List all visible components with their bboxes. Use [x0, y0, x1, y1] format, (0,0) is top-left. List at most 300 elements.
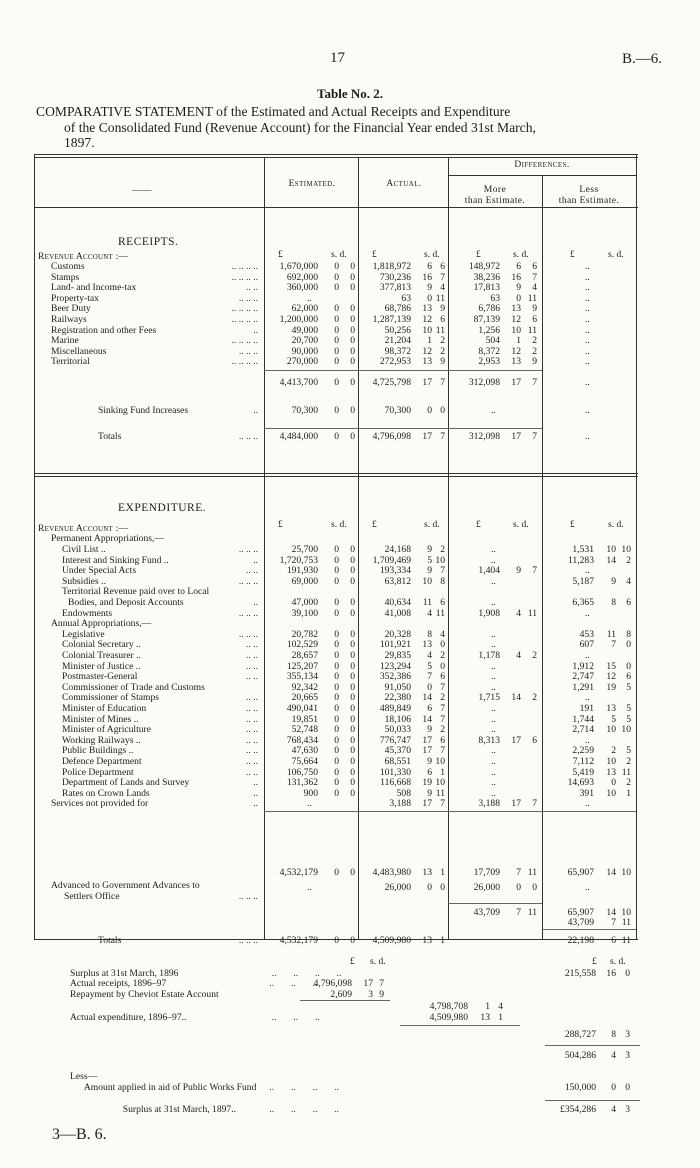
- pounds-more: 312,098: [468, 377, 500, 388]
- pounds-est: 768,434: [286, 734, 318, 746]
- pence-est: 0: [350, 554, 355, 566]
- shillings-est: 0: [334, 867, 339, 878]
- pence-less: 10: [621, 544, 631, 555]
- shillings-less: 2: [611, 745, 616, 757]
- pounds-est: 20,665: [291, 692, 318, 704]
- pounds-act: 63,812: [384, 575, 411, 587]
- shillings-act: 6: [427, 261, 432, 272]
- summary-label: Less—: [70, 1071, 98, 1082]
- sd-header: s. d.: [331, 250, 347, 260]
- placeholder-less: ..: [585, 734, 590, 746]
- pounds-est: 131,362: [286, 777, 318, 789]
- shillings-less: 13: [606, 703, 616, 714]
- row-label: Commissioner of Stamps: [62, 692, 160, 704]
- summary-shillings: 3: [368, 989, 373, 1000]
- pounds-act: 45,370: [384, 745, 411, 757]
- pounds-less: 453: [579, 628, 594, 640]
- pounds-act: 91,050: [384, 681, 411, 693]
- receipts-bottom-rule: [34, 473, 638, 474]
- summary-sd: s. d.: [370, 957, 386, 967]
- pence-more: 2: [532, 692, 537, 704]
- pence-less: 0: [626, 639, 631, 651]
- table-top-rule: [34, 154, 638, 155]
- pence-act: 7: [440, 713, 445, 725]
- shillings-more: 7: [516, 867, 521, 878]
- pence-est: 0: [350, 787, 355, 799]
- shillings-act: 5: [427, 554, 432, 566]
- shillings-act: 0: [427, 681, 432, 693]
- pounds-less: 1,744: [572, 713, 594, 725]
- pence-act: 7: [440, 703, 445, 714]
- more-line-2: than Estimate.: [464, 195, 526, 206]
- pounds-more: 1,404: [478, 565, 500, 577]
- pounds-est: 125,207: [286, 660, 318, 672]
- shillings-est: 0: [334, 405, 339, 416]
- pence-more: 6: [532, 734, 537, 746]
- shillings-act: 13: [422, 867, 432, 878]
- shillings-est: 0: [334, 575, 339, 587]
- pounds-est: 19,851: [291, 713, 318, 725]
- row-label: Defence Department: [62, 756, 142, 767]
- placeholder-less: ..: [585, 356, 590, 368]
- receipts-subtotal-rule: [264, 370, 448, 371]
- pence-act: 2: [440, 335, 445, 347]
- summary-label: Surplus at 31st March, 1896: [70, 968, 179, 979]
- pence-est: 0: [350, 544, 355, 555]
- pence-more: 11: [527, 907, 537, 918]
- shillings-more: 6: [516, 261, 521, 272]
- shillings-less: 14: [606, 867, 616, 878]
- pounds-more: 26,000: [473, 882, 500, 893]
- placeholder-less: ..: [585, 565, 590, 577]
- placeholder-more: ..: [491, 724, 496, 736]
- shillings-act: 6: [427, 703, 432, 714]
- row-label: Minister of Justice ..: [62, 660, 141, 672]
- placeholder-more: ..: [491, 639, 496, 651]
- pounds-act: 508: [396, 787, 411, 799]
- row-label: Registration and other Fees: [51, 324, 157, 336]
- pounds-act: 3,188: [389, 798, 411, 810]
- pence-less: 5: [626, 681, 631, 693]
- row-label: Marine: [51, 335, 79, 347]
- pence-act: 6: [440, 261, 445, 272]
- shillings-est: 0: [334, 628, 339, 640]
- pounds-act: 40,634: [384, 597, 411, 608]
- pence-more: 9: [532, 303, 537, 315]
- document-reference: B.—6.: [622, 51, 663, 67]
- leader-dots: .. .. ..: [238, 431, 258, 442]
- leader-dots: .. ..: [246, 282, 258, 294]
- pounds-est: 270,000: [286, 356, 318, 368]
- pence-more: 7: [532, 565, 537, 577]
- statement-heading: [36, 104, 676, 151]
- pounds-est: 355,134: [286, 671, 318, 683]
- leader-dots: .. .. ..: [238, 345, 258, 357]
- pounds-less: 6,365: [572, 597, 594, 608]
- row-label: Property-tax: [51, 292, 99, 304]
- row-label: Under Special Acts: [62, 565, 137, 577]
- placeholder-less: ..: [585, 292, 590, 304]
- pounds-less: 607: [579, 639, 594, 651]
- pounds-est: 75,664: [291, 756, 318, 767]
- summary-rule-c3b: [545, 1100, 640, 1101]
- pence-act: 7: [440, 271, 445, 283]
- pounds-act: 116,668: [380, 777, 411, 789]
- pounds-more: 312,098: [468, 431, 500, 442]
- pounds-est: 47,630: [291, 745, 318, 757]
- placeholder-less: ..: [585, 377, 590, 388]
- shillings-est: 0: [334, 766, 339, 778]
- shillings-more: 12: [511, 314, 521, 325]
- pence-more: 7: [532, 271, 537, 283]
- leader-dots: ..: [253, 324, 258, 336]
- leader-dots: ..: [253, 798, 258, 810]
- leader-dots: .. .. ..: [238, 544, 258, 555]
- pence-act: 0: [440, 882, 445, 893]
- row-label: Totals: [98, 935, 122, 946]
- shillings-est: 0: [334, 345, 339, 357]
- pounds-act: 63: [401, 292, 411, 304]
- pence-more: 11: [527, 607, 537, 619]
- shillings-less: 19: [606, 681, 616, 693]
- pounds-act: 4,725,798: [372, 377, 411, 388]
- pounds-est: 28,657: [291, 650, 318, 661]
- pounds-est: 191,930: [286, 565, 318, 577]
- leader-dots: .. ..: [246, 660, 258, 672]
- pounds-more: 1,908: [478, 607, 500, 619]
- placeholder-more: ..: [491, 671, 496, 683]
- leader-dots: .. .. ..: [255, 978, 318, 989]
- pence-act: 6: [440, 734, 445, 746]
- pounds-est: 1,720,753: [279, 554, 318, 566]
- leader-dots: .. .. .. ..: [255, 968, 342, 979]
- row-label: Public Buildings ..: [62, 745, 134, 757]
- shillings-more: 4: [516, 650, 521, 661]
- shillings-act: 0: [427, 882, 432, 893]
- pence-act: 7: [440, 431, 445, 442]
- pence-est: 0: [350, 575, 355, 587]
- pounds-est: 47,000: [291, 597, 318, 608]
- pence-act: 7: [440, 565, 445, 577]
- sd-header: s. d.: [513, 250, 529, 260]
- pounds-less: 391: [579, 787, 594, 799]
- summary-currency-2: £: [592, 957, 597, 967]
- shillings-less: 15: [606, 660, 616, 672]
- shillings-act: 19: [422, 777, 432, 789]
- pence-more: 7: [532, 798, 537, 810]
- column-rule-more: [448, 175, 449, 940]
- estimated-column-header: Estimated.: [288, 179, 336, 189]
- pounds-est: 4,532,179: [279, 867, 318, 878]
- row-label: Land- and Income-tax: [51, 282, 137, 294]
- pounds-est: 4,484,000: [279, 431, 318, 442]
- placeholder-less: ..: [585, 271, 590, 283]
- pence-act: 8: [440, 575, 445, 587]
- shillings-act: 6: [427, 766, 432, 778]
- pence-more: 2: [532, 335, 537, 347]
- pounds-more: 8,372: [478, 345, 500, 357]
- pounds-more: 2,953: [478, 356, 500, 368]
- placeholder-more: ..: [491, 713, 496, 725]
- shillings-act: 9: [427, 282, 432, 294]
- receipts-bottom-rule-double: [34, 476, 638, 477]
- summary-rule-c1: [300, 1000, 390, 1001]
- shillings-more: 17: [511, 734, 521, 746]
- receipts-totals-rule: [264, 428, 448, 429]
- shillings-less: 10: [606, 756, 616, 767]
- summary-label: Amount applied in aid of Public Works Fund: [70, 1082, 257, 1093]
- placeholder-est: ..: [307, 292, 312, 304]
- shillings-est: 0: [334, 671, 339, 683]
- pounds-est: 4,413,700: [279, 377, 318, 388]
- leader-dots: .. .. .. ..: [231, 335, 258, 347]
- pence-act: 2: [440, 345, 445, 357]
- shillings-act: 14: [422, 692, 432, 704]
- pounds-act: 21,204: [384, 335, 411, 347]
- leader-dots: .. ..: [246, 745, 258, 757]
- summary-shillings: 8: [611, 1029, 616, 1040]
- pounds-less: 1,912: [572, 660, 594, 672]
- shillings-more: 17: [511, 798, 521, 810]
- pounds-less: 2,747: [572, 671, 594, 683]
- pence-est: 0: [350, 766, 355, 778]
- summary-currency: £: [350, 957, 355, 967]
- leader-dots: .. .. .. ..: [231, 261, 258, 272]
- pence-act: 1: [440, 867, 445, 878]
- pounds-act: 22,380: [384, 692, 411, 704]
- shillings-est: 0: [334, 335, 339, 347]
- shillings-more: 14: [511, 692, 521, 704]
- summary-pence: 9: [379, 989, 384, 1000]
- shillings-est: 0: [334, 660, 339, 672]
- shillings-more: 17: [511, 431, 521, 442]
- placeholder-more: ..: [491, 628, 496, 640]
- pounds-less: 43,709: [567, 917, 594, 928]
- pence-act: 4: [440, 628, 445, 640]
- row-label: Minister of Mines ..: [62, 713, 139, 725]
- pounds-act: 489,849: [379, 703, 411, 714]
- shillings-act: 9: [427, 724, 432, 736]
- shillings-act: 9: [427, 544, 432, 555]
- placeholder-less: ..: [585, 282, 590, 294]
- sd-header: s. d.: [608, 250, 624, 260]
- row-label: Colonial Secretary ..: [62, 639, 141, 651]
- summary-shillings: 4: [611, 1104, 616, 1115]
- pence-act: 11: [435, 292, 445, 304]
- leader-dots: ..: [253, 597, 258, 608]
- summary-rule-c2: [400, 1025, 520, 1026]
- leader-dots: .. .. ..: [238, 628, 258, 640]
- shillings-est: 0: [334, 377, 339, 388]
- row-label: Police Department: [62, 766, 134, 778]
- pounds-act: 123,294: [379, 660, 411, 672]
- leader-dots: .. ..: [246, 639, 258, 651]
- pence-less: 11: [621, 935, 631, 946]
- shillings-act: 13: [422, 935, 432, 946]
- pounds-more: 148,972: [468, 261, 500, 272]
- pence-less: 0: [626, 660, 631, 672]
- shillings-less: 12: [606, 671, 616, 683]
- pounds-est: 52,748: [291, 724, 318, 736]
- shillings-less: 10: [606, 724, 616, 736]
- placeholder-more: ..: [491, 544, 496, 555]
- row-label: Postmaster-General: [62, 671, 138, 683]
- pence-more: 7: [532, 431, 537, 442]
- pence-less: 6: [626, 671, 631, 683]
- currency-symbol: £: [570, 250, 575, 260]
- pounds-act: 24,168: [384, 544, 411, 555]
- pounds-less: 191: [579, 703, 594, 714]
- shillings-est: 0: [334, 724, 339, 736]
- row-label: Civil List ..: [62, 544, 106, 555]
- sd-header: s. d.: [608, 520, 624, 530]
- pounds-more: 17,813: [473, 282, 500, 294]
- shillings-less: 11: [606, 628, 616, 640]
- shillings-est: 0: [334, 650, 339, 661]
- currency-symbol: £: [372, 520, 377, 530]
- leader-dots: .. .. .. ..: [255, 1082, 339, 1093]
- pence-est: 0: [350, 713, 355, 725]
- table-top-rule-double: [34, 157, 638, 158]
- shillings-est: 0: [334, 314, 339, 325]
- shillings-act: 0: [427, 292, 432, 304]
- sd-header: s. d.: [331, 520, 347, 530]
- shillings-less: 13: [606, 766, 616, 778]
- placeholder-more: ..: [491, 660, 496, 672]
- column-rule-less: [542, 175, 543, 940]
- summary-pence: 1: [498, 1012, 503, 1023]
- shillings-more: 9: [516, 565, 521, 577]
- leader-dots: .. .. ..: [238, 575, 258, 587]
- pence-est: 0: [350, 324, 355, 336]
- pence-est: 0: [350, 565, 355, 577]
- shillings-est: 0: [334, 713, 339, 725]
- leader-dots: .. ..: [246, 565, 258, 577]
- row-label: Services not provided for: [51, 798, 149, 810]
- pence-less: 5: [626, 713, 631, 725]
- table-right-rule: [636, 154, 637, 940]
- leader-dots: .. .. ..: [255, 1012, 320, 1023]
- pence-est: 0: [350, 756, 355, 767]
- shillings-less: 7: [611, 639, 616, 651]
- leader-dots: .. .. ..: [238, 891, 258, 902]
- row-label: Totals: [98, 431, 122, 442]
- leader-dots: .. .. .. ..: [231, 314, 258, 325]
- receipts-heading: RECEIPTS.: [118, 236, 179, 248]
- row-label: Subsidies ..: [62, 575, 106, 587]
- shillings-less: 10: [606, 787, 616, 799]
- row-label: Commissioner of Trade and Customs: [62, 681, 205, 693]
- pounds-more: 63: [490, 292, 500, 304]
- pounds-less: 2,259: [572, 745, 594, 757]
- summary-label: Surplus at 31st March, 1897..: [70, 1104, 237, 1115]
- placeholder-more: ..: [491, 597, 496, 608]
- summary-pounds: 4,796,098: [313, 978, 352, 989]
- currency-symbol: £: [278, 250, 283, 260]
- pounds-less: 2,714: [572, 724, 594, 736]
- leader-dots: ..: [253, 787, 258, 799]
- pence-act: 6: [440, 314, 445, 325]
- pounds-est: 39,100: [291, 607, 318, 619]
- shillings-act: 8: [427, 628, 432, 640]
- shillings-more: 9: [516, 282, 521, 294]
- pence-est: 0: [350, 703, 355, 714]
- summary-pounds: 150,000: [564, 1082, 596, 1093]
- row-label: Territorial Revenue paid over to Local: [62, 586, 210, 598]
- summary-shillings: 0: [611, 1082, 616, 1093]
- shillings-more: 0: [516, 882, 521, 893]
- sd-header: s. d.: [424, 520, 440, 530]
- footer-signature: 3—B. 6.: [52, 1126, 107, 1143]
- shillings-act: 1: [427, 335, 432, 347]
- pounds-act: 26,000: [384, 882, 411, 893]
- leader-dots: .. .. .. ..: [255, 1104, 339, 1115]
- summary-pounds: 288,727: [564, 1029, 596, 1040]
- expenditure-account-label: Revenue Account :—: [38, 523, 129, 534]
- pence-less: 6: [626, 597, 631, 608]
- shillings-act: 10: [422, 324, 432, 336]
- pounds-act: 68,786: [384, 303, 411, 315]
- pounds-est: 25,700: [291, 544, 318, 555]
- pence-act: 11: [435, 324, 445, 336]
- shillings-less: 6: [611, 935, 616, 946]
- shillings-more: 13: [511, 303, 521, 315]
- pounds-est: 1,200,000: [279, 314, 318, 325]
- shillings-est: 0: [334, 431, 339, 442]
- pounds-less: 65,907: [567, 867, 594, 878]
- leader-dots: .. ..: [246, 650, 258, 661]
- pence-act: 1: [440, 935, 445, 946]
- shillings-act: 9: [427, 565, 432, 577]
- pounds-est: 49,000: [291, 324, 318, 336]
- pounds-less: 5,187: [572, 575, 594, 587]
- row-label: Stamps: [51, 271, 80, 283]
- pounds-more: 43,709: [473, 907, 500, 918]
- pounds-act: 193,334: [379, 565, 411, 577]
- pence-less: 2: [626, 554, 631, 566]
- pence-est: 0: [350, 650, 355, 661]
- pence-less: 5: [626, 745, 631, 757]
- pounds-act: 101,921: [379, 639, 411, 651]
- receipts-account-label: Revenue Account :—: [38, 251, 129, 262]
- shillings-est: 0: [334, 324, 339, 336]
- currency-symbol: £: [476, 250, 481, 260]
- shillings-less: 14: [606, 554, 616, 566]
- pence-est: 0: [350, 628, 355, 640]
- shillings-est: 0: [334, 639, 339, 651]
- placeholder-less: ..: [585, 335, 590, 347]
- pence-more: 11: [527, 324, 537, 336]
- pounds-act: 4,483,980: [372, 867, 411, 878]
- shillings-act: 7: [427, 671, 432, 683]
- shillings-act: 11: [422, 597, 432, 608]
- shillings-est: 0: [334, 356, 339, 368]
- pence-act: 7: [440, 681, 445, 693]
- shillings-act: 17: [422, 798, 432, 810]
- summary-sd-2: s. d.: [610, 957, 626, 967]
- shillings-est: 0: [334, 544, 339, 555]
- shillings-less: 10: [606, 544, 616, 555]
- placeholder-less: ..: [585, 650, 590, 661]
- shillings-more: 17: [511, 377, 521, 388]
- more-line-1: More: [483, 184, 507, 195]
- pence-less: 2: [626, 756, 631, 767]
- shillings-less: 7: [611, 917, 616, 928]
- row-label: Railways: [51, 314, 87, 325]
- placeholder-more: ..: [491, 777, 496, 789]
- pounds-est: 1,670,000: [279, 261, 318, 272]
- summary-label: Actual expenditure, 1896–97..: [70, 1012, 187, 1023]
